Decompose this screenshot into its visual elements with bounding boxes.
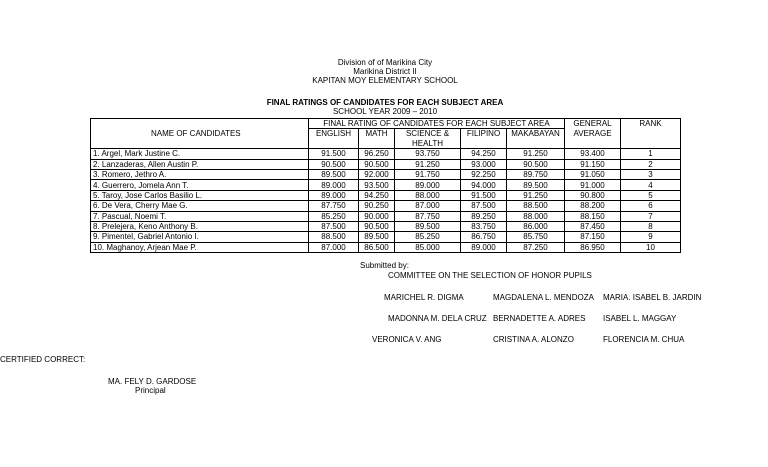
cell-math: 90.250	[359, 201, 395, 211]
cell-filipino: 89.250	[461, 211, 507, 221]
division-line: Division of of Marikina City	[337, 58, 433, 67]
cell-english: 88.500	[309, 232, 359, 242]
cell-rank: 3	[621, 169, 681, 179]
cell-makabayan: 89.500	[507, 180, 565, 190]
cell-english: 90.500	[309, 159, 359, 169]
cell-filipino: 87.500	[461, 201, 507, 211]
cell-filipino: 86.750	[461, 232, 507, 242]
header-general: GENERAL	[565, 119, 621, 129]
cell-math: 96.250	[359, 149, 395, 159]
cell-science: 87.750	[395, 211, 461, 221]
cell-makabayan: 91.250	[507, 190, 565, 200]
candidate-name: 9. Pimentel, Gabriel Antonio I.	[91, 232, 309, 242]
cell-makabayan: 86.000	[507, 221, 565, 231]
cell-average: 93.400	[565, 149, 621, 159]
cell-makabayan: 88.000	[507, 211, 565, 221]
candidate-name: 6. De Vera, Cherry Mae G.	[91, 201, 309, 211]
cell-makabayan: 90.500	[507, 159, 565, 169]
table-row	[91, 211, 681, 221]
cell-science: 91.750	[395, 169, 461, 179]
cell-science: 93.750	[395, 149, 461, 159]
cell-rank: 6	[621, 201, 681, 211]
candidate-name: 8. Prelejera, Keno Anthony B.	[91, 221, 309, 231]
table-row	[91, 169, 681, 179]
cell-math: 90.500	[359, 159, 395, 169]
table-row	[91, 221, 681, 231]
candidate-name: 3. Romero, Jethro A.	[91, 169, 309, 179]
cell-makabayan: 91.250	[507, 149, 565, 159]
cell-average: 88.200	[565, 201, 621, 211]
table-row	[91, 180, 681, 190]
cell-makabayan: 85.750	[507, 232, 565, 242]
header-math: MATH	[359, 129, 395, 139]
cell-rank: 4	[621, 180, 681, 190]
cell-english: 85.250	[309, 211, 359, 221]
table-row	[91, 201, 681, 211]
signatory: MARICHEL R. DIGMA	[384, 293, 464, 302]
header-makabayan: MAKABAYAN	[507, 129, 565, 139]
cell-math: 94.250	[359, 190, 395, 200]
cell-math: 86.500	[359, 242, 395, 252]
candidate-name: 2. Lanzaderas, Allen Austin P.	[91, 159, 309, 169]
cell-rank: 9	[621, 232, 681, 242]
header-science-health: HEALTH	[395, 139, 461, 149]
principal-title: Principal	[135, 386, 166, 395]
group-header: FINAL RATING OF CANDIDATES FOR EACH SUBJECT AREA	[309, 119, 565, 129]
signatory: MARIA. ISABEL B. JARDIN	[603, 293, 702, 302]
table-header-row-1	[91, 119, 681, 129]
cell-science: 89.000	[395, 180, 461, 190]
header-filipino: FILIPINO	[461, 129, 507, 139]
certified-correct: CERTIFIED CORRECT:	[0, 355, 86, 364]
candidate-name: 4. Guerrero, Jomela Ann T.	[91, 180, 309, 190]
cell-filipino: 94.250	[461, 149, 507, 159]
cell-rank: 1	[621, 149, 681, 159]
submitted-by: Submitted by:	[360, 261, 409, 270]
cell-english: 89.000	[309, 190, 359, 200]
table-row	[91, 159, 681, 169]
school-year: SCHOOL YEAR 2009 – 2010	[332, 107, 438, 116]
cell-filipino: 94.000	[461, 180, 507, 190]
cell-average: 90.800	[565, 190, 621, 200]
candidate-name: 1. Argel, Mark Justine C.	[91, 149, 309, 159]
cell-rank: 7	[621, 211, 681, 221]
cell-math: 90.500	[359, 221, 395, 231]
table-row	[91, 242, 681, 252]
cell-average: 91.000	[565, 180, 621, 190]
cell-science: 85.000	[395, 242, 461, 252]
table-row	[91, 190, 681, 200]
header-science: SCIENCE &	[395, 129, 461, 139]
cell-makabayan: 89.750	[507, 169, 565, 179]
table-header-row-2	[91, 129, 681, 139]
cell-english: 89.000	[309, 180, 359, 190]
cell-english: 87.000	[309, 242, 359, 252]
cell-english: 87.750	[309, 201, 359, 211]
header-rank: RANK	[621, 119, 681, 129]
cell-english: 89.500	[309, 169, 359, 179]
cell-math: 93.500	[359, 180, 395, 190]
cell-average: 91.050	[565, 169, 621, 179]
cell-science: 85.250	[395, 232, 461, 242]
signatory: MADONNA M. DELA CRUZ	[388, 314, 487, 323]
table-row	[91, 149, 681, 159]
principal-name: MA. FELY D. GARDOSE	[108, 377, 197, 386]
cell-math: 92.000	[359, 169, 395, 179]
cell-average: 88.150	[565, 211, 621, 221]
cell-average: 87.450	[565, 221, 621, 231]
signatory: FLORENCIA M. CHUA	[603, 335, 685, 344]
cell-makabayan: 87.250	[507, 242, 565, 252]
cell-rank: 5	[621, 190, 681, 200]
candidate-name: 5. Taroy, Jose Carlos Basilio L.	[91, 190, 309, 200]
header-average: AVERAGE	[565, 129, 621, 139]
cell-filipino: 93.000	[461, 159, 507, 169]
cell-english: 87.500	[309, 221, 359, 231]
cell-science: 89.500	[395, 221, 461, 231]
table-row	[91, 232, 681, 242]
header-english: ENGLISH	[309, 129, 359, 139]
signatory: CRISTINA A. ALONZO	[493, 335, 574, 344]
header-name: NAME OF CANDIDATES	[91, 129, 309, 139]
cell-filipino: 83.750	[461, 221, 507, 231]
cell-average: 87.150	[565, 232, 621, 242]
cell-rank: 10	[621, 242, 681, 252]
cell-english: 91.500	[309, 149, 359, 159]
ratings-table	[90, 118, 681, 253]
cell-average: 86.950	[565, 242, 621, 252]
signatory: VERONICA V. ANG	[372, 335, 442, 344]
cell-filipino: 89.000	[461, 242, 507, 252]
cell-math: 89.500	[359, 232, 395, 242]
cell-average: 91.150	[565, 159, 621, 169]
signatory: MAGDALENA L. MENDOZA	[493, 293, 594, 302]
cell-science: 87.000	[395, 201, 461, 211]
cell-filipino: 91.500	[461, 190, 507, 200]
cell-science: 88.000	[395, 190, 461, 200]
committee-title: COMMITTEE ON THE SELECTION OF HONOR PUPILS	[388, 271, 592, 280]
signatory: BERNADETTE A. ADRES	[493, 314, 586, 323]
document-title: FINAL RATINGS OF CANDIDATES FOR EACH SUBJECT AREA	[266, 98, 504, 107]
cell-math: 90.000	[359, 211, 395, 221]
cell-makabayan: 88.500	[507, 201, 565, 211]
cell-rank: 8	[621, 221, 681, 231]
district-line: Marikina District II	[353, 67, 417, 76]
table-body	[91, 149, 681, 253]
candidate-name: 7. Pascual, Noemi T.	[91, 211, 309, 221]
table-header-row-3	[91, 139, 681, 149]
cell-rank: 2	[621, 159, 681, 169]
candidate-name: 10. Maghanoy, Arjean Mae P.	[91, 242, 309, 252]
cell-filipino: 92.250	[461, 169, 507, 179]
school-name: KAPITAN MOY ELEMENTARY SCHOOL	[312, 76, 458, 85]
signatory: ISABEL L. MAGGAY	[603, 314, 677, 323]
cell-science: 91.250	[395, 159, 461, 169]
